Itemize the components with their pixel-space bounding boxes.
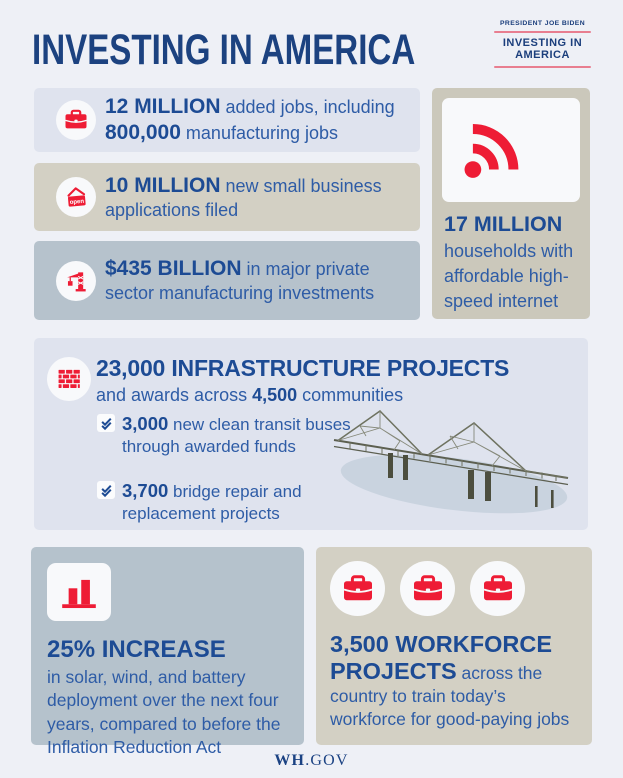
logo-title-line1: INVESTING IN [502, 36, 583, 49]
transit-buses-body: new clean transit buses through awarded funds [122, 415, 351, 457]
clean-energy-body: in solar, wind, and battery deployment over the next four years, compared to before the Inflation Reduction Act [47, 667, 281, 757]
open-sign-label: open [68, 198, 84, 206]
whgov-bold: WH [274, 752, 306, 769]
infra-sub-text2: communities [297, 385, 404, 405]
bridge-repair-body: bridge repair and replacement projects [122, 482, 302, 524]
small-business-text1: new small business applications filed [105, 175, 382, 220]
internet-stat: 17 MILLION [444, 212, 563, 236]
infra-sub-text1: and awards across [96, 385, 253, 405]
briefcase-icon [400, 561, 455, 616]
jobs-text2: manufacturing jobs [180, 123, 339, 143]
double-check-icon [97, 414, 115, 432]
card-small-business [34, 163, 420, 231]
briefcase-icon [56, 100, 96, 140]
workforce-text [330, 631, 582, 731]
internet-body: households with affordable high-speed internet [444, 241, 574, 311]
jobs-stat: 12 MILLION [105, 94, 221, 118]
card-internet [432, 88, 590, 319]
whgov-rest: .GOV [305, 752, 349, 769]
list-item-bridge-repair [97, 479, 360, 525]
investing-in-america-logo [494, 20, 591, 72]
transit-buses-text [122, 412, 360, 458]
whgov-link[interactable] [0, 752, 623, 770]
open-sign-icon [56, 177, 96, 217]
manufacturing-stat: $435 BILLION [105, 257, 242, 281]
card-jobs [34, 88, 420, 152]
manufacturing-text [105, 256, 420, 304]
infrastructure-heading [96, 355, 509, 406]
workforce-icons [330, 561, 578, 616]
card-clean-energy [31, 547, 304, 757]
logo-rule-bottom [494, 66, 591, 69]
logo-rule-top [494, 31, 591, 34]
bridge-illustration [330, 400, 572, 524]
wifi-icon [442, 98, 580, 202]
transit-buses-stat: 3,000 [122, 413, 169, 434]
internet-text [444, 212, 582, 313]
logo-eyebrow: PRESIDENT JOE BIDEN [499, 20, 586, 27]
brick-wall-icon [47, 357, 91, 401]
card-manufacturing [34, 241, 420, 320]
bar-chart-icon [47, 563, 111, 621]
list-item-transit-buses [97, 412, 360, 458]
infrastructure-items [97, 412, 360, 546]
infra-sub-stat: 4,500 [252, 385, 298, 405]
infrastructure-stat: 23,000 INFRASTRUCTURE PROJECTS [96, 355, 510, 381]
manufacturing-text1: in major private sector manufacturing investments [105, 259, 375, 304]
logo-title [494, 37, 591, 63]
jobs-text [105, 94, 420, 146]
crane-icon [56, 261, 96, 301]
bridge-repair-stat: 3,700 [122, 480, 169, 502]
card-workforce [316, 547, 592, 745]
briefcase-icon [330, 561, 385, 616]
page-title: INVESTING IN AMERICA [32, 26, 416, 74]
jobs-text1: added jobs, including [220, 96, 395, 117]
briefcase-icon [470, 561, 525, 616]
workforce-body: across the country to train today’s workforce for good-paying jobs [330, 663, 570, 730]
clean-energy-stat: 25% INCREASE [47, 636, 226, 663]
jobs-stat2: 800,000 [105, 121, 181, 144]
logo-title-line2: AMERICA [515, 49, 570, 62]
double-check-icon [97, 481, 115, 499]
bridge-repair-text [122, 479, 360, 525]
small-business-stat: 10 MILLION [105, 173, 221, 197]
small-business-text [105, 173, 420, 221]
workforce-stat: 3,500 WORKFORCE PROJECTS [330, 631, 552, 685]
card-infrastructure [34, 338, 588, 530]
